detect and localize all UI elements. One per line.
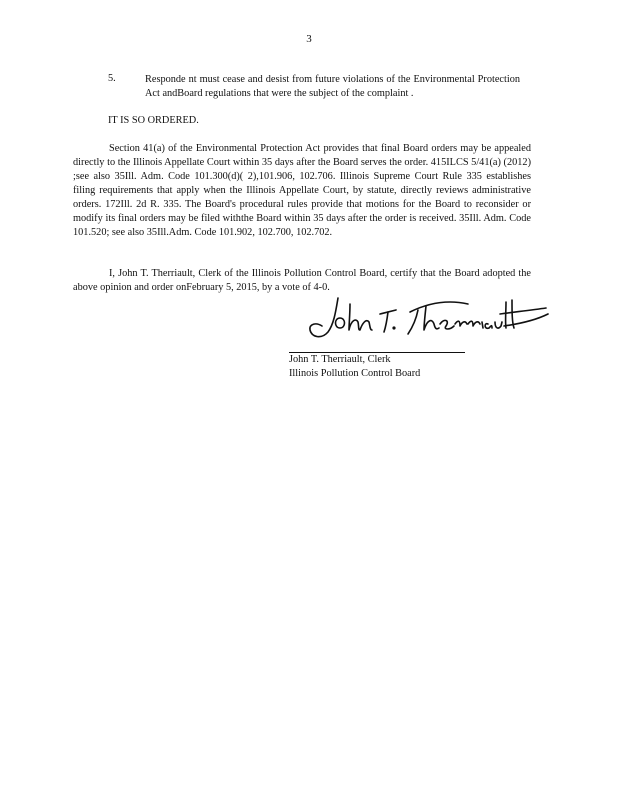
order-item-number: 5. [108,73,116,84]
so-ordered-heading: IT IS SO ORDERED. [108,115,199,126]
handwritten-signature [300,290,550,345]
signer-name: John T. Therriault, Clerk [289,354,391,365]
certification-paragraph: I, John T. Therriault, Clerk of the Illinois Pollution Control Board, certify that the Board adopted the above opinion and order onFebruary 5, 2015, by a vote of 4-0. [73,268,531,293]
signer-organization: Illinois Pollution Control Board [289,368,421,379]
appeal-paragraph: Section 41(a) of the Environmental Protection Act provides that final Board orders may be appealed directly to the Illinois Appellate Court within 35 days after the Board serves the order. 415ILCS 5/41(a) (2012) ;see also 35Ill. Adm. Code 101.300(d)( 2),101.906, 102.706. Illinois Supreme Court Rule 335 establishes filing requirements that apply when the Illinois Appellate Court, by statute, directly reviews administrative orders. 172Ill. 2d R. 335. The Board's procedural rules provide that motions for the Board to reconsider or modify its final orders may be filed withthe Board within 35 days after the order is received. 35Ill. Adm. Code 101.520; see also 35Ill.Adm. Code 101.902, 102.700, 102.702. [73,143,531,238]
page-number: 3 [306,33,312,45]
order-item-text: Responde nt must cease and desist from future violations of the Environmental Protection Act andBoard regulations that were the subject of the complaint . [145,74,520,99]
